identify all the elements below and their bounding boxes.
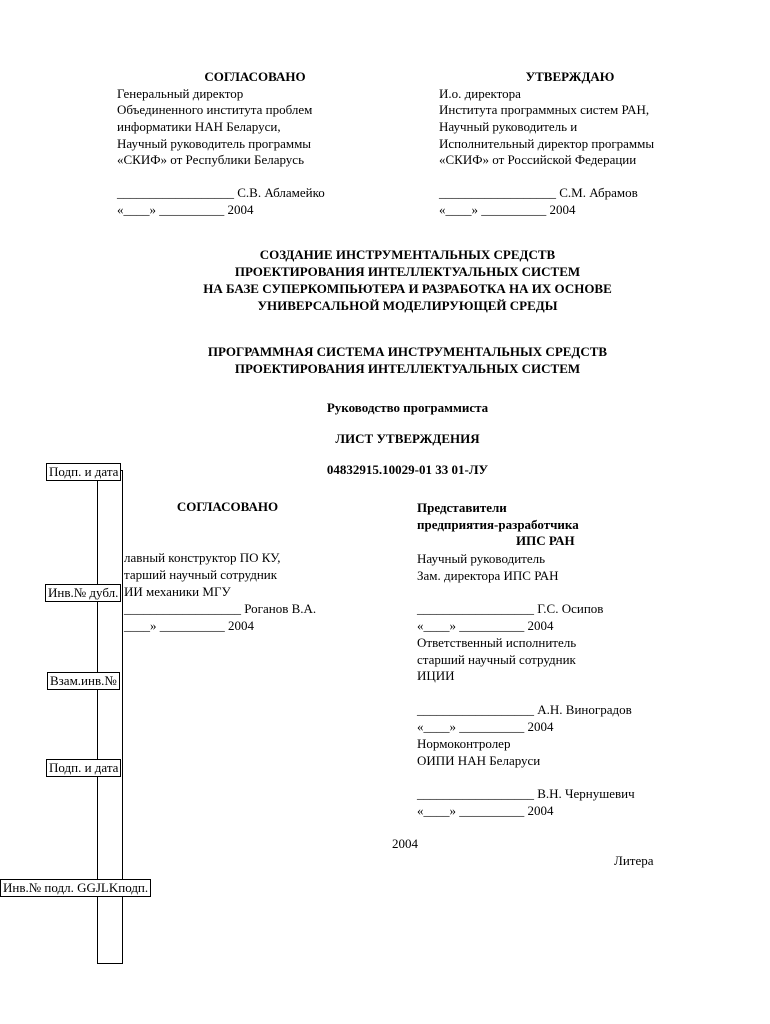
approval-left-line: Научный руководитель программы [117, 136, 312, 151]
stamp-label-sign-date: Подп. и дата [46, 463, 121, 481]
footer-year: 2004 [392, 836, 418, 851]
agreed-left-date: ____» __________ 2004 [124, 618, 254, 633]
approval-right-line: И.о. директора [439, 86, 521, 101]
agreed-left-line: тарший научный сотрудник [124, 567, 278, 582]
developer-date: «____» __________ 2004 [417, 719, 554, 734]
stamp-label-replace-inv: Взам.инв.№ [47, 672, 120, 690]
developer-role: ОИПИ НАН Беларуси [417, 753, 541, 768]
approval-right-line: Исполнительный директор программы [439, 136, 655, 151]
approval-right-date: «____» __________ 2004 [439, 202, 576, 217]
developers-org: ИПС РАН [516, 533, 575, 548]
developer-role: Зам. директора ИПС РАН [417, 568, 559, 583]
developers-heading-line: предприятия-разработчика [417, 517, 579, 532]
developer-role: Нормоконтролер [417, 736, 511, 751]
approval-left-line: информатики НАН Беларуси, [117, 119, 281, 134]
developer-role: ИЦИИ [417, 668, 455, 683]
developer-date: «____» __________ 2004 [417, 618, 554, 633]
developer-role: Ответственный исполнитель [417, 635, 577, 650]
agreed-left-line: ИИ механики МГУ [124, 584, 231, 599]
doc-type: Руководство программиста [326, 400, 489, 415]
subtitle-line: ПРОЕКТИРОВАНИЯ ИНТЕЛЛЕКТУАЛЬНЫХ СИСТЕМ [234, 361, 581, 376]
agreed-left-signature: __________________ Роганов В.А. [124, 601, 317, 616]
doc-code: 04832915.10029-01 33 01-ЛУ [326, 462, 489, 477]
approval-left-date: «____» __________ 2004 [117, 202, 254, 217]
main-title-line: УНИВЕРСАЛЬНОЙ МОДЕЛИРУЮЩЕЙ СРЕДЫ [257, 298, 558, 313]
stamp-label-sign-date-2: Подп. и дата [46, 759, 121, 777]
approval-left-line: Генеральный директор [117, 86, 244, 101]
approval-right-line: «СКИФ» от Российской Федерации [439, 152, 637, 167]
approval-right-signature: __________________ С.М. Абрамов [439, 185, 638, 200]
footer-litera: Литера [614, 853, 654, 868]
main-title-line: НА БАЗЕ СУПЕРКОМПЬЮТЕРА И РАЗРАБОТКА НА ИХ ОСНОВЕ [203, 281, 612, 296]
approval-left-line: Объединенного института проблем [117, 102, 313, 117]
sheet-title: ЛИСТ УТВЕРЖДЕНИЯ [335, 431, 480, 446]
agreed-left-heading: СОГЛАСОВАНО [176, 499, 279, 514]
developer-signature: __________________ А.Н. Виноградов [417, 702, 632, 717]
main-title-line: ПРОЕКТИРОВАНИЯ ИНТЕЛЛЕКТУАЛЬНЫХ СИСТЕМ [234, 264, 581, 279]
stamp-label-dup-inv: Инв.№ дубл. [45, 584, 121, 602]
developer-date: «____» __________ 2004 [417, 803, 554, 818]
approval-right-heading: УТВЕРЖДАЮ [525, 69, 615, 84]
approval-left-heading: СОГЛАСОВАНО [204, 69, 306, 84]
developer-role: Научный руководитель [417, 551, 546, 566]
subtitle-line: ПРОГРАММНАЯ СИСТЕМА ИНСТРУМЕНТАЛЬНЫХ СРЕДСТВ [207, 344, 608, 359]
approval-left-signature: __________________ С.В. Абламейко [117, 185, 325, 200]
approval-right-line: Научный руководитель и [439, 119, 578, 134]
stamp-label-orig-inv: Инв.№ подл. GGJLKподп. [0, 879, 151, 897]
main-title-line: СОЗДАНИЕ ИНСТРУМЕНТАЛЬНЫХ СРЕДСТВ [259, 247, 556, 262]
developer-signature: __________________ Г.С. Осипов [417, 601, 604, 616]
developers-heading-line: Представители [417, 500, 507, 515]
approval-right-line: Института программных систем РАН, [439, 102, 650, 117]
developer-signature: __________________ В.Н. Чернушевич [417, 786, 635, 801]
developer-role: старший научный сотрудник [417, 652, 576, 667]
approval-left-line: «СКИФ» от Республики Беларусь [117, 152, 304, 167]
agreed-left-line: лавный конструктор ПО КУ, [124, 550, 281, 565]
